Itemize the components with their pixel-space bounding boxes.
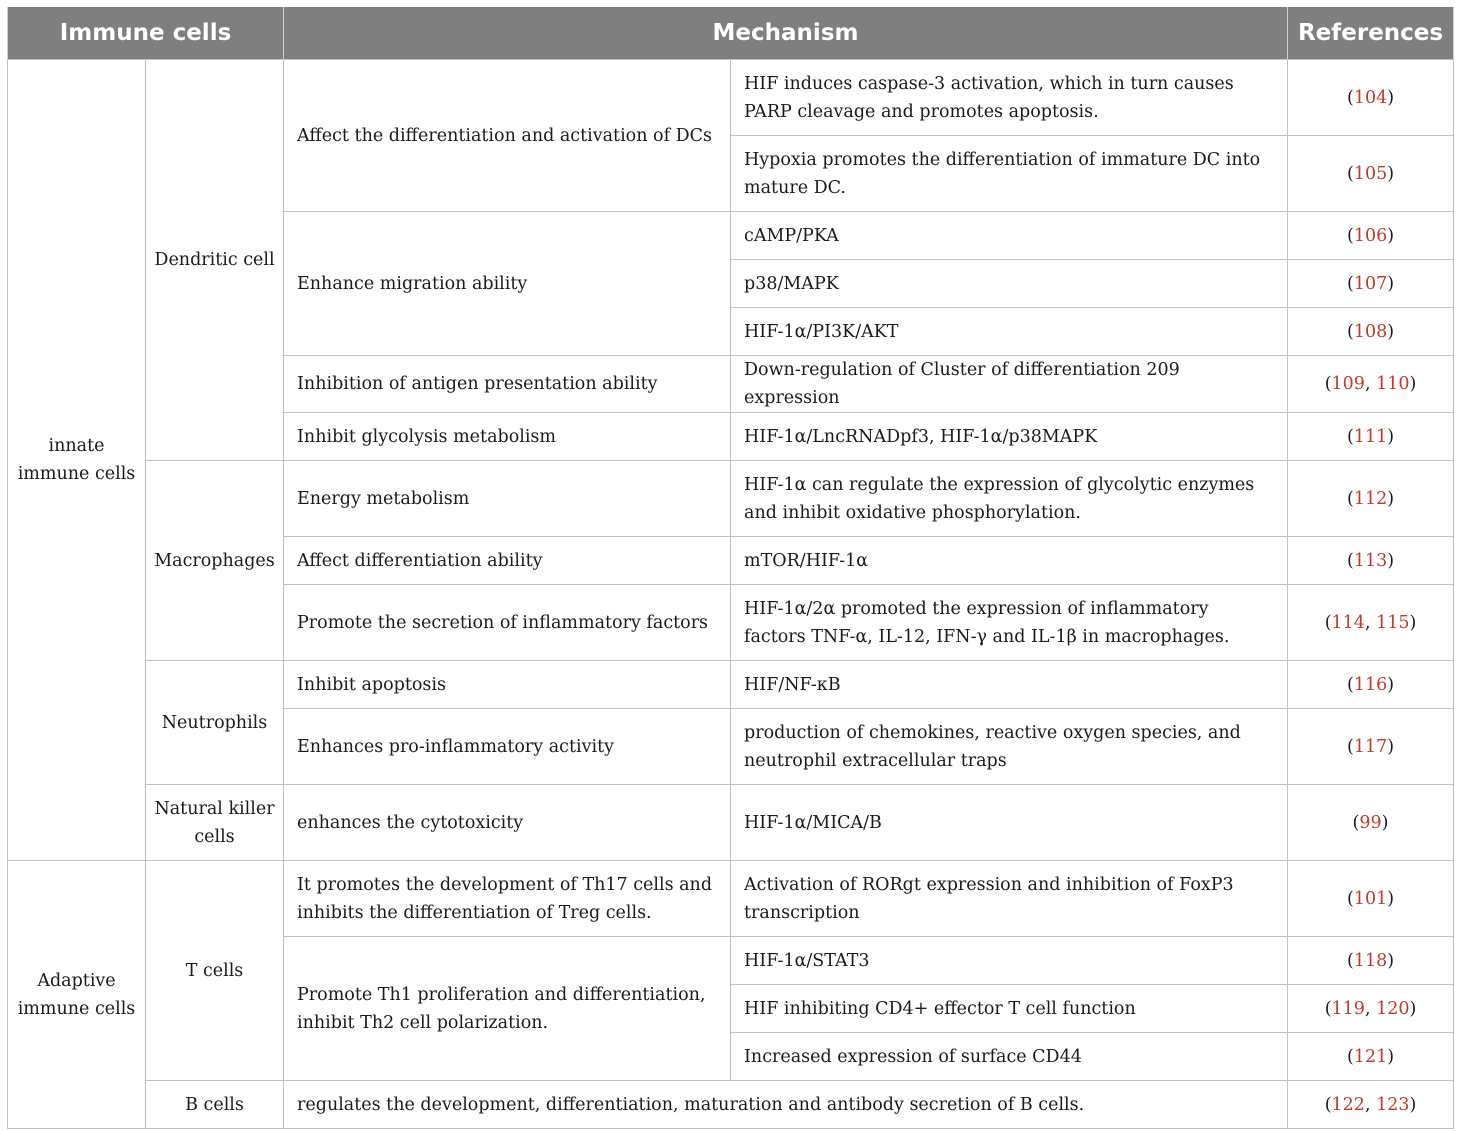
reference-cell: (116)	[1288, 661, 1454, 709]
cell-neutrophils: Neutrophils	[146, 661, 284, 785]
cell-b: B cells	[146, 1081, 284, 1129]
reference-cell: (104)	[1288, 60, 1454, 136]
detail-cell: Activation of RORgt expression and inhibition of FoxP3 transcription	[731, 861, 1288, 937]
detail-cell: HIF-1α/STAT3	[731, 937, 1288, 985]
reference-cell: (121)	[1288, 1033, 1454, 1081]
reference-cell: (113)	[1288, 537, 1454, 585]
immune-cells-table	[7, 7, 1454, 1129]
reference-cell: (99)	[1288, 785, 1454, 861]
reference-link[interactable]: 119	[1331, 998, 1365, 1019]
reference-link[interactable]: 101	[1353, 888, 1388, 909]
reference-link[interactable]: 117	[1353, 736, 1388, 757]
reference-cell: (106)	[1288, 212, 1454, 260]
reference-cell: (105)	[1288, 136, 1454, 212]
detail-cell: HIF-1α/PI3K/AKT	[731, 308, 1288, 356]
table-container	[7, 7, 1454, 1129]
detail-cell: Down-regulation of Cluster of differentiation 209 expression	[731, 356, 1288, 413]
effect-dc-migration: Enhance migration ability	[284, 212, 731, 356]
reference-link[interactable]: 116	[1353, 674, 1388, 695]
table-row	[8, 1081, 1454, 1129]
cell-t: T cells	[146, 861, 284, 1081]
cell-natural-killer: Natural killer cells	[146, 785, 284, 861]
reference-link[interactable]: 121	[1353, 1046, 1388, 1067]
effect-dc-differentiation: Affect the differentiation and activation of DCs	[284, 60, 731, 212]
reference-cell: (107)	[1288, 260, 1454, 308]
reference-cell: (118)	[1288, 937, 1454, 985]
effect-neu-apoptosis: Inhibit apoptosis	[284, 661, 731, 709]
reference-link[interactable]: 107	[1353, 273, 1388, 294]
effect-t-th1: Promote Th1 proliferation and differentiation, inhibit Th2 cell polarization.	[284, 937, 731, 1081]
detail-cell: Increased expression of surface CD44	[731, 1033, 1288, 1081]
detail-cell: HIF-1α/LncRNADpf3, HIF-1α/p38MAPK	[731, 413, 1288, 461]
reference-link[interactable]: 112	[1353, 488, 1388, 509]
reference-link[interactable]: 104	[1353, 87, 1388, 108]
effect-nk-cytotoxicity: enhances the cytotoxicity	[284, 785, 731, 861]
group-adaptive: Adaptive immune cells	[8, 861, 146, 1129]
detail-cell: Hypoxia promotes the differentiation of immature DC into mature DC.	[731, 136, 1288, 212]
reference-link[interactable]: 120	[1376, 998, 1410, 1019]
header-row	[8, 7, 1454, 60]
effect-mac-energy: Energy metabolism	[284, 461, 731, 537]
reference-link[interactable]: 115	[1376, 612, 1410, 633]
table-row	[8, 785, 1454, 861]
detail-cell: HIF inhibiting CD4+ effector T cell function	[731, 985, 1288, 1033]
table-row	[8, 60, 1454, 136]
effect-mac-inflammatory: Promote the secretion of inflammatory factors	[284, 585, 731, 661]
reference-link[interactable]: 114	[1331, 612, 1365, 633]
reference-cell: (119, 120)	[1288, 985, 1454, 1033]
table-row	[8, 461, 1454, 537]
effect-b-regulation: regulates the development, differentiation, maturation and antibody secretion of B cells.	[284, 1081, 1288, 1129]
header-mechanism: Mechanism	[284, 7, 1288, 60]
detail-cell: HIF-1α/MICA/B	[731, 785, 1288, 861]
reference-link[interactable]: 105	[1353, 163, 1388, 184]
detail-cell: HIF-1α can regulate the expression of glycolytic enzymes and inhibit oxidative phosphorylation.	[731, 461, 1288, 537]
detail-cell: mTOR/HIF-1α	[731, 537, 1288, 585]
reference-cell: (122, 123)	[1288, 1081, 1454, 1129]
reference-cell: (112)	[1288, 461, 1454, 537]
reference-link[interactable]: 113	[1353, 550, 1388, 571]
reference-cell: (109, 110)	[1288, 356, 1454, 413]
reference-link[interactable]: 106	[1353, 225, 1388, 246]
table-row	[8, 661, 1454, 709]
detail-cell: production of chemokines, reactive oxygen species, and neutrophil extracellular traps	[731, 709, 1288, 785]
detail-cell: HIF-1α/2α promoted the expression of inflammatory factors TNF-α, IL-12, IFN-γ and IL-1β in macrophages.	[731, 585, 1288, 661]
reference-cell: (114, 115)	[1288, 585, 1454, 661]
reference-link[interactable]: 110	[1376, 374, 1410, 394]
table-row	[8, 861, 1454, 937]
detail-cell: HIF induces caspase-3 activation, which in turn causes PARP cleavage and promotes apoptosis.	[731, 60, 1288, 136]
reference-cell: (101)	[1288, 861, 1454, 937]
reference-cell: (111)	[1288, 413, 1454, 461]
group-innate: innate immune cells	[8, 60, 146, 861]
cell-dendritic: Dendritic cell	[146, 60, 284, 461]
effect-t-th17: It promotes the development of Th17 cells and inhibits the differentiation of Treg cells.	[284, 861, 731, 937]
effect-dc-glycolysis: Inhibit glycolysis metabolism	[284, 413, 731, 461]
cell-macrophages: Macrophages	[146, 461, 284, 661]
reference-link[interactable]: 111	[1353, 426, 1388, 447]
effect-dc-antigen: Inhibition of antigen presentation ability	[284, 356, 731, 413]
reference-link[interactable]: 108	[1353, 321, 1388, 342]
detail-cell: HIF/NF-κB	[731, 661, 1288, 709]
reference-cell: (108)	[1288, 308, 1454, 356]
reference-link[interactable]: 109	[1331, 374, 1365, 394]
reference-cell: (117)	[1288, 709, 1454, 785]
reference-link[interactable]: 122	[1331, 1094, 1365, 1115]
reference-link[interactable]: 123	[1376, 1094, 1410, 1115]
reference-link[interactable]: 99	[1359, 812, 1382, 833]
detail-cell: p38/MAPK	[731, 260, 1288, 308]
header-references: References	[1288, 7, 1454, 60]
header-immune-cells: Immune cells	[8, 7, 284, 60]
detail-cell: cAMP/PKA	[731, 212, 1288, 260]
reference-link[interactable]: 118	[1353, 950, 1388, 971]
effect-mac-differentiation: Affect differentiation ability	[284, 537, 731, 585]
effect-neu-proinflammatory: Enhances pro-inflammatory activity	[284, 709, 731, 785]
